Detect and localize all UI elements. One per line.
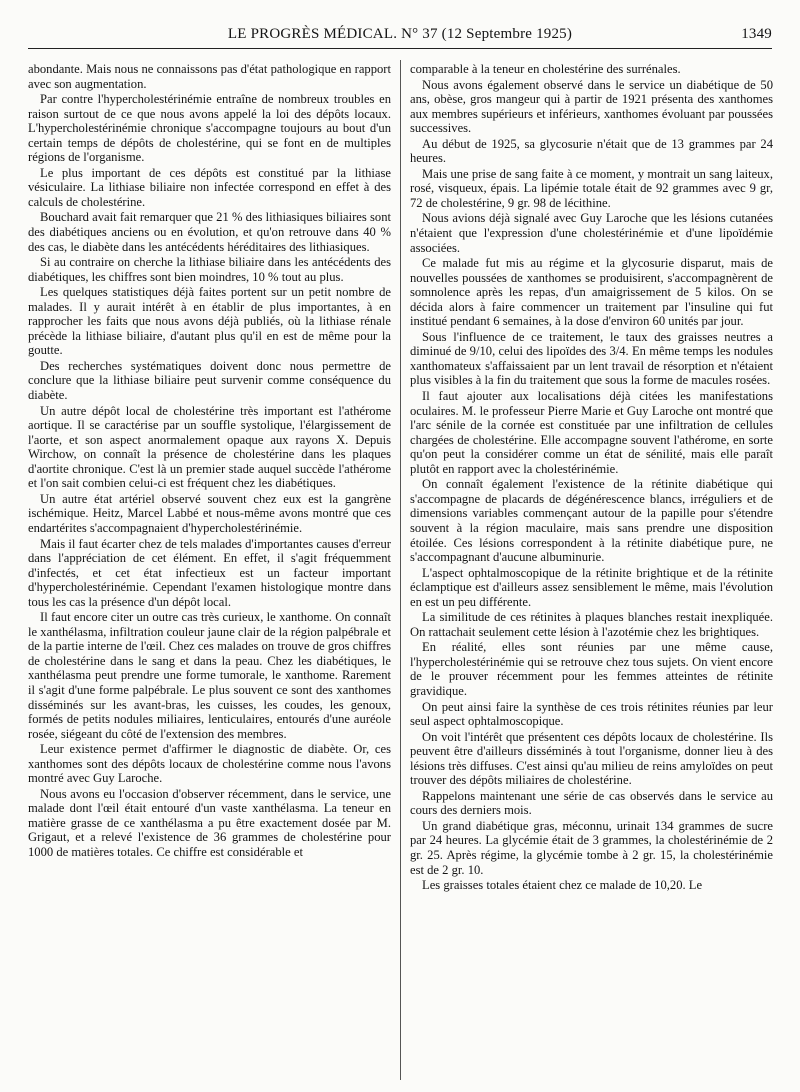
paragraph: Mais il faut écarter chez de tels malades d'importantes causes d'erreur dans l'appréciation de cet élément. En effet, il s'agit fréquemment d'infectés, et cet état infectieux est un facteur important d'hypercholestérinémie. Cependant l'examen histologique montre dans tous les cas la présence d'un dépôt local. — [28, 536, 391, 609]
paragraph: Nous avons eu l'occasion d'observer récemment, dans le service, une malade dont l'œil était entouré d'un vaste xanthélasma. La teneur en matière grasse de ce xanthélasma a pu être exactement dosée par M. Grigaut, et a relevé l'existence de 36 grammes de cholestérine pour 1000 de matières totales. Ce chiffre est considérable et — [28, 786, 391, 859]
paragraph: Mais une prise de sang faite à ce moment, y montrait un sang laiteux, rosé, visqueux, épais. La lipémie totale était de 92 grammes avec 9 gr, 72 de cholestérine, 9 gr. 98 de lécithine. — [410, 166, 773, 210]
header-rule — [28, 48, 772, 49]
paragraph: Un autre dépôt local de cholestérine très important est l'athérome aortique. Il se caractérise par un souffle systolique, l'élargissement de l'aorte, et son aspect anormalement opaque aux rayons X. Depuis Wirchow, on connaît la présence de cholestérine dans les plaques d'aortite chronique. C'est là un premier stade auquel succède l'athérome et l'on sait combien celui-ci est fréquent chez les diabétiques. — [28, 403, 391, 491]
paragraph: Il faut ajouter aux localisations déjà citées les manifestations oculaires. M. le professeur Pierre Marie et Guy Laroche ont montré que l'arc sénile de la cornée est constituée par une infiltration de cellules chargées de cholestérine. Elle accompagne souvent l'athérome, en sorte qu'on peut la considérer comme un état de sénilité, mais elle paraît plutôt en rapport avec la cholestérinémie. — [410, 389, 773, 476]
paragraph: Des recherches systématiques doivent donc nous permettre de conclure que la lithiase biliaire peut survenir comme conséquence du diabète. — [28, 358, 391, 403]
paragraph: On connaît également l'existence de la rétinite diabétique qui s'accompagne de placards de dégénérescence blancs, irréguliers et de dimensions variables commençant autour de la papille pour s'étendre souvent à la région maculaire, mais sans prendre une disposition étoilée. Ces lésions correspondent à la rétinite diabétique pure, ne s'accompagnant d'aucune albuminurie. — [410, 477, 773, 565]
paragraph: Par contre l'hypercholestérinémie entraîne de nombreux troubles en raison surtout de ce que nous avons appelé la loi des dépôts locaux. L'hypercholestérinémie chronique s'accompagne toujours au bout d'un certain temps de dépôts de cholestérine, qui se font en de multiples régions de l'organisme. — [28, 92, 391, 165]
paragraph: On peut ainsi faire la synthèse de ces trois rétinites réunies par leur seul aspect ophtalmoscopique. — [410, 699, 773, 729]
running-header — [28, 26, 772, 46]
paragraph: La similitude de ces rétinites à plaques blanches restait inexpliquée. On rattachait seulement cette lésion à l'azotémie chez les brightiques. — [410, 610, 773, 639]
journal-title: LE PROGRÈS MÉDICAL. N° 37 (12 Septembre 1925) — [227, 26, 573, 42]
paragraph: Nous avions déjà signalé avec Guy Laroche que les lésions cutanées n'étaient que l'expression d'une cholestérinémie et d'une lipoïdémie associées. — [410, 211, 773, 255]
paragraph: Sous l'influence de ce traitement, le taux des graisses neutres a diminué de 9/10, celui des lipoïdes des 3/4. En même temps les nodules xanthomateux s'affaissaient par un lent travail de résorption et n'étaient plus visibles à la fin du traitement que sous la forme de macules rosées. — [410, 329, 773, 388]
page-number: 1349 — [741, 26, 772, 42]
paragraph: Les quelques statistiques déjà faites portent sur un petit nombre de malades. Il y aurait intérêt à en établir de plus importantes, à en rapprocher les faits que nous avons déjà publiés, où la lithiase rénale précède la lithiase biliaire, d'autant plus qu'il en est de même pour la goutte. — [28, 285, 391, 358]
paragraph: En réalité, elles sont réunies par une même cause, l'hypercholestérinémie qui se retrouve chez tous sujets. On vient encore de le prouver récemment pour les femmes atteintes de rétinite gravidique. — [410, 640, 773, 698]
paragraph: Nous avons également observé dans le service un diabétique de 50 ans, obèse, gros mangeur qui à partir de 1921 présenta des xanthomes aux membres supérieurs et inférieurs, xanthomes évoluant par poussées successives. — [410, 77, 773, 136]
paragraph: L'aspect ophtalmoscopique de la rétinite brightique et de la rétinite éclamptique est d'ailleurs assez sensiblement le même, mais l'évolution en est un peu différente. — [410, 565, 773, 609]
left-column — [28, 62, 391, 1080]
paragraph: Ce malade fut mis au régime et la glycosurie disparut, mais de nouvelles poussées de xanthomes se produisirent, s'accompagnèrent de somnolence après les repas, d'un amaigrissement de 5 kilos. On se décida alors à faire commencer un traitement par l'insuline qui fut institué pendant 6 semaines, à la dose d'environ 60 unités par jour. — [410, 256, 773, 329]
paragraph: Bouchard avait fait remarquer que 21 % des lithiasiques biliaires sont des diabétiques anciens ou en évolution, et qu'on retrouve dans 40 % des cas, le diabète dans les antécédents héréditaires des lithiasiques. — [28, 210, 391, 254]
paragraph: Un grand diabétique gras, méconnu, urinait 134 grammes de sucre par 24 heures. La glycémie était de 3 grammes, la cholestérinémie de 2 gr. 25. Après régime, la glycémie tombe à 2 gr. 15, la cholestérinémie est de 2 gr. 10. — [410, 818, 773, 877]
paragraph: Si au contraire on cherche la lithiase biliaire dans les antécédents des diabétiques, les chiffres sont bien moindres, 10 % tout au plus. — [28, 255, 391, 284]
paragraph: Rappelons maintenant une série de cas observés dans le service au cours des derniers mois. — [410, 788, 773, 818]
paragraph: Au début de 1925, sa glycosurie n'était que de 13 grammes par 24 heures. — [410, 136, 773, 166]
paragraph: abondante. Mais nous ne connaissons pas d'état pathologique en rapport avec son augmentation. — [28, 62, 391, 91]
paragraph: comparable à la teneur en cholestérine des surrénales. — [410, 62, 681, 76]
paragraph: Il faut encore citer un outre cas très curieux, le xanthome. On connaît le xanthélasma, infiltration couleur jaune clair de la région palpébrale et de la partie interne de l'œil. Chez ces malades on trouve de gros chiffres de cholestérine dans le sang et dans la peau. Chez les diabétiques, le xanthélasma peut prendre une forme tumorale, le xanthome. Rarement il s'agit d'une forme palpébrale. Le plus souvent ce sont des xanthomes disséminés sur les avant-bras, les cuisses, les coudes, les genoux, formés de petits nodules miliaires, lenticulaires, entourés d'une auréole rosée, siégeant du côté de l'extension des membres. — [28, 610, 391, 741]
paragraph: On voit l'intérêt que présentent ces dépôts locaux de cholestérine. Ils peuvent être d'ailleurs disséminés à tout l'organisme, donner lieu à des lésions très diffuses. C'est ainsi qu'au milieu de reins amyloïdes on peut trouver des dépôts miliaires de cholestérine. — [410, 729, 773, 788]
paragraph: Les graisses totales étaient chez ce malade de 10,20. Le — [422, 878, 703, 893]
paragraph: Un autre état artériel observé souvent chez eux est la gangrène ischémique. Heitz, Marcel Labbé et nous-même avons montré que ces endartérites s'accompagnaient d'hypercholestérinémie. — [28, 491, 391, 535]
paragraph: Leur existence permet d'affirmer le diagnostic de diabète. Or, ces xanthomes sont des dépôts locaux de cholestérine comme nous l'avons montré avec Guy Laroche. — [28, 742, 391, 786]
paragraph: Le plus important de ces dépôts est constitué par la lithiase vésiculaire. La lithiase biliaire non infectée correspond en effet à des calculs de cholestérine. — [28, 165, 391, 209]
right-column — [410, 62, 773, 1080]
column-divider — [400, 60, 401, 1080]
